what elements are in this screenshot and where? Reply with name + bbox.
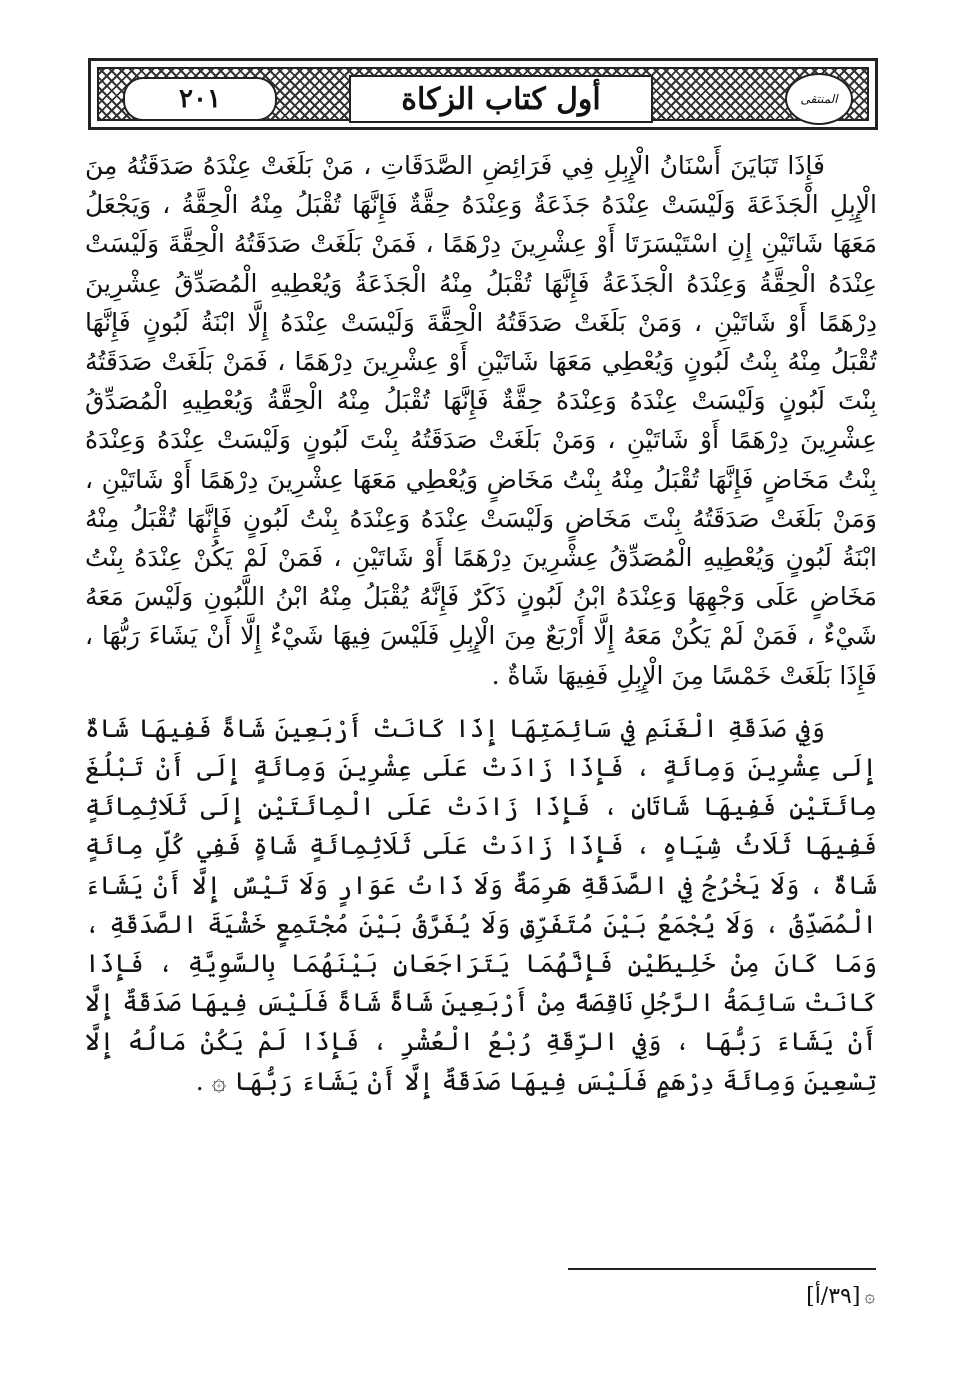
footnote-divider <box>568 1268 876 1270</box>
footnote-reference: [٣٩/أ] <box>806 1284 861 1309</box>
ornament-icon: ۞ <box>864 1286 875 1307</box>
footnote <box>806 1284 875 1309</box>
paragraph-camels: فَإِذَا تَبَايَنَ أَسْنَانُ الْإِبِلِ فِي فَرَائِضِ الصَّدَقَاتِ ، مَنْ بَلَغَتْ عِنْدَهُ صَدَقَتُهُ مِنَ الْإِبِلِ الْجَذَعَةَ وَلَيْسَتْ عِنْدَهُ جَذَعَةٌ وَعِنْدَهُ حِقَّةٌ فَإِنَّهَا تُقْبَلُ مِنْهُ الْحِقَّةُ ، وَيَجْعَلُ مَعَهَا شَاتَيْنِ إِنِ اسْتَيْسَرَتَا أَوْ عِشْرِينَ دِرْهَمًا ، فَمَنْ بَلَغَتْ صَدَقَتُهُ الْحِقَّةَ وَلَيْسَتْ عِنْدَهُ الْحِقَّةُ وَعِنْدَهُ الْجَذَعَةُ فَإِنَّهَا تُقْبَلُ مِنْهُ الْجَذَعَةُ وَيُعْطِيهِ الْمُصَدِّقُ عِشْرِينَ دِرْهَمًا أَوْ شَاتَيْنِ ، وَمَنْ بَلَغَتْ صَدَقَتُهُ الْحِقَّةَ وَلَيْسَتْ عِنْدَهُ إِلَّا ابْنَةُ لَبُونٍ فَإِنَّهَا تُقْبَلُ مِنْهُ بِنْتُ لَبُونٍ وَيُعْطِي مَعَهَا شَاتَيْنِ أَوْ عِشْرِينَ دِرْهَمًا ، فَمَنْ بَلَغَتْ صَدَقَتُهُ بِنْتَ لَبُونٍ وَلَيْسَتْ عِنْدَهُ وَعِنْدَهُ حِقَّةٌ فَإِنَّهَا تُقْبَلُ مِنْهُ الْحِقَّةُ وَيُعْطِيهِ الْمُصَدِّقُ عِشْرِينَ دِرْهَمًا أَوْ شَاتَيْنِ ، وَمَنْ بَلَغَتْ صَدَقَتُهُ بِنْتَ لَبُونٍ وَلَيْسَتْ عِنْدَهُ وَعِنْدَهُ بِنْتُ مَخَاضٍ فَإِنَّهَا تُقْبَلُ مِنْهُ بِنْتُ مَخَاضٍ وَيُعْطِي مَعَهَا عِشْرِينَ دِرْهَمًا أَوْ شَاتَيْنِ ، وَمَنْ بَلَغَتْ صَدَقَتُهُ بِنْتَ مَخَاضٍ وَلَيْسَتْ عِنْدَهُ وَعِنْدَهُ بِنْتُ لَبُونٍ فَإِنَّهَا تُقْبَلُ مِنْهُ ابْنَةُ لَبُونٍ وَيُعْطِيهِ الْمُصَدِّقُ عِشْرِينَ دِرْهَمًا أَوْ شَاتَيْنِ ، فَمَنْ لَمْ يَكُنْ عِنْدَهُ بِنْتُ مَخَاضٍ عَلَى وَجْهِهَا وَعِنْدَهُ ابْنُ لَبُونٍ ذَكَرٌ فَإِنَّهُ يُقْبَلُ مِنْهُ ابْنُ اللَّبُونِ وَلَيْسَ مَعَهُ شَيْءٌ ، فَمَنْ لَمْ يَكُنْ مَعَهُ إِلَّا أَرْبَعٌ مِنَ الْإِبِلِ فَلَيْسَ فِيهَا شَيْءٌ إِلَّا أَنْ يَشَاءَ رَبُّهَا ، فَإِذَا بَلَغَتْ خَمْسًا مِنَ الْإِبِلِ فَفِيهَا شَاةٌ . <box>85 151 877 690</box>
page-header <box>88 58 878 130</box>
main-text <box>85 146 877 1101</box>
paragraph-sheep: وَفِي صَدَقَةِ الْغَنَمِ فِي سَائِمَتِهَا إِذَا كَانَتْ أَرْبَعِينَ شَاةً فَفِيهَا شَاةٌ إِلَى عِشْرِينَ وَمِائَةٍ ، فَإِذَا زَادَتْ عَلَى عِشْرِينَ وَمِائَةٍ إِلَى أَنْ تَبْلُغَ مِائَتَيْنِ فَفِيهَا شَاتَانِ ، فَإِذَا زَادَتْ عَلَى الْمِائَتَيْنِ إِلَى ثَلَاثِمِائَةٍ فَفِيهَا ثَلَاثُ شِيَاهٍ ، فَإِذَا زَادَتْ عَلَى ثَلَاثِمِائَةٍ شَاةٍ فَفِي كُلِّ مِائَةٍ شَاةٌ ، وَلَا يَخْرُجُ فِي الصَّدَقَةِ هَرِمَةٌ وَلَا ذَاتُ عَوَارٍ وَلَا تَيْسٌ إِلَّا أَنْ يَشَاءَ الْمُصَدِّقُ ، وَلَا يُجْمَعُ بَيْنَ مُتَفَرِّقٍ وَلَا يُفَرَّقُ بَيْنَ مُجْتَمِعٍ خَشْيَةَ الصَّدَقَةِ ، وَمَا كَانَ مِنْ خَلِيطَيْنِ فَإِنَّهُمَا يَتَرَاجَعَانِ بَيْنَهُمَا بِالسَّوِيَّةِ ، فَإِذَا كَانَتْ سَائِمَةُ الرَّجُلِ نَاقِصَةً مِنْ أَرْبَعِينَ شَاةً شَاةً فَلَيْسَ فِيهَا صَدَقَةٌ إِلَّا أَنْ يَشَاءَ رَبُّهَا ، وَفِي الرِّقَةِ رُبْعُ الْعُشْرِ ، فَإِذَا لَمْ يَكُنْ مَالُهُ إِلَّا تِسْعِينَ وَمِائَةَ دِرْهَمٍ فَلَيْسَ فِيهَا صَدَقَةٌ إِلَّا أَنْ يَشَاءَ رَبُّهَا ۞ . <box>85 713 877 1096</box>
page-number: ٢٠١ <box>123 77 277 121</box>
chapter-title: أول كتاب الزكاة <box>349 75 653 123</box>
book-logo: المنتقى <box>785 73 853 125</box>
header-ornament-border <box>97 67 869 121</box>
